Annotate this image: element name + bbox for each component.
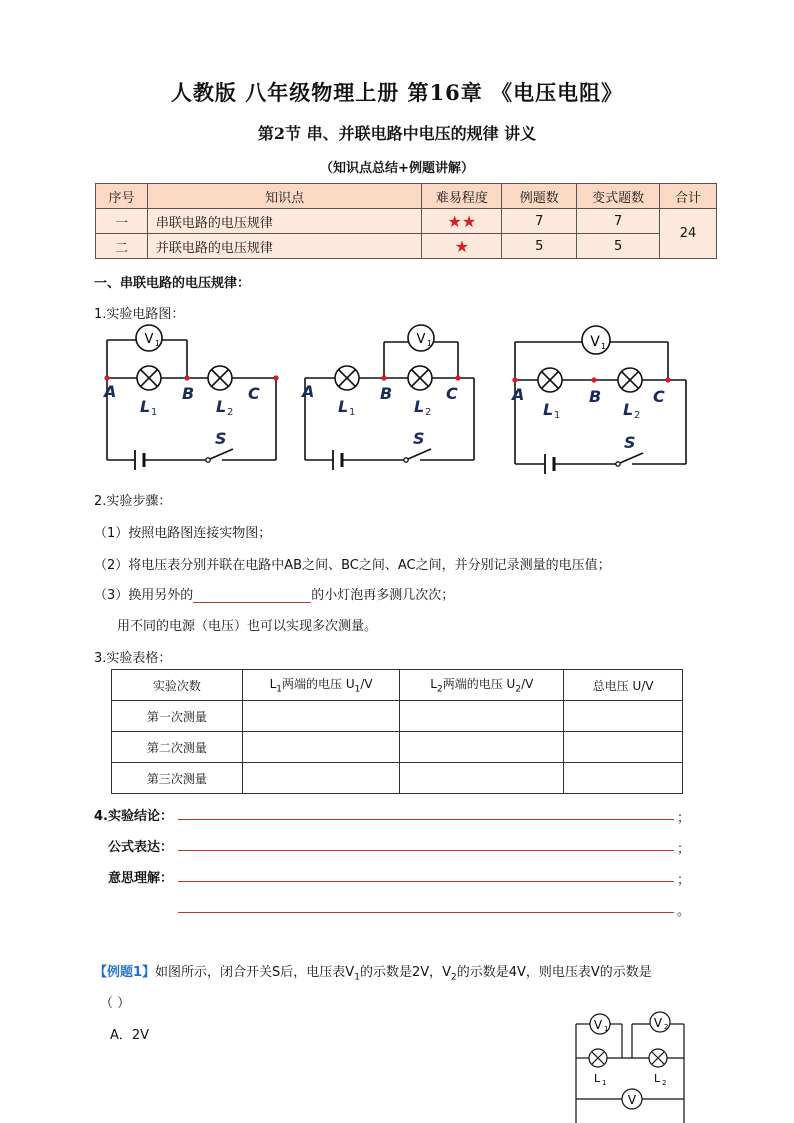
node-a-label: A: [104, 382, 117, 401]
conclusion-label: 4.实验结论：: [94, 809, 173, 824]
header-cell: 实验次数: [112, 670, 243, 701]
table-cell[interactable]: [564, 763, 683, 794]
table-title: 3.实验表格：: [94, 651, 172, 666]
lamp-l-label: L: [414, 397, 425, 416]
lamp-l2-icon: [208, 366, 232, 390]
switch-label: S: [215, 429, 227, 448]
table-header-row: [112, 670, 683, 701]
lamp-sub-label: 2: [227, 407, 234, 418]
voltmeter-label: V: [590, 334, 600, 350]
row-label: 第一次测量: [112, 701, 243, 732]
lamp-sub-label: 1: [349, 407, 356, 418]
meaning-line-2[interactable]: [178, 912, 674, 913]
lamp-l1-icon: [137, 366, 161, 390]
row-difficulty: ★★: [422, 209, 502, 234]
table-row: [112, 763, 683, 794]
example-1: 【例题1】如图所示，闭合开关S后，电压表$V_1$的示数是2V，$V_2$的示数是4V，则电压表V的示数是: [94, 965, 652, 983]
svg-text:V: V: [653, 1016, 663, 1030]
experiment-table: [111, 669, 683, 794]
formula-label: 公式表达：: [108, 840, 174, 855]
header-cell: 例题数: [502, 184, 577, 209]
row-label: 第二次测量: [112, 732, 243, 763]
option-a[interactable]: A．2V: [110, 1028, 150, 1043]
lamp-sub-label: 1: [554, 410, 561, 421]
svg-text:2: 2: [662, 1079, 667, 1087]
lamp-sub-label: 2: [634, 410, 641, 421]
table-cell[interactable]: [400, 732, 564, 763]
lamp-l1-icon: [589, 1049, 607, 1067]
node-c-label: C: [653, 387, 665, 406]
voltmeter-sub: 1: [155, 339, 161, 348]
node-c-label: C: [446, 384, 458, 403]
row-number: 一: [96, 209, 148, 234]
subtitle-note: （知识点总结+例题讲解）: [320, 161, 474, 176]
lamp-l2-label: L: [654, 1072, 661, 1085]
row-variants: 5: [577, 234, 660, 259]
row-topic: 并联电路的电压规律: [147, 234, 422, 259]
lamp-l1-label: L: [594, 1072, 601, 1085]
steps-title: 2.实验步骤：: [94, 494, 172, 509]
switch-label: S: [413, 429, 425, 448]
circuit-3: [510, 326, 686, 474]
table-cell[interactable]: [242, 701, 400, 732]
lamp-l-label: L: [543, 400, 554, 419]
node-a-label: A: [512, 385, 525, 404]
lamp-l-label: L: [338, 397, 349, 416]
table-header-row: [96, 184, 717, 209]
voltmeter-sub: 1: [601, 342, 607, 351]
voltmeter-label: V: [416, 332, 426, 347]
lamp-l-label: L: [623, 400, 634, 419]
lamp-sub-label: 1: [151, 407, 158, 418]
table-row: [112, 732, 683, 763]
total-cell: 24: [660, 209, 717, 259]
node-b-label: B: [380, 384, 393, 403]
circuit-1: [102, 325, 279, 470]
fill-blank[interactable]: [193, 588, 311, 603]
voltmeter-label: V: [144, 332, 154, 347]
node-c-label: C: [248, 384, 260, 403]
step-1: （1）按照电路图连接实物图；: [94, 526, 272, 541]
row-number: 二: [96, 234, 148, 259]
lamp-l1-icon: [335, 366, 359, 390]
step-3: [94, 584, 454, 603]
lamp-l1-icon: [538, 368, 562, 392]
table-cell[interactable]: [564, 701, 683, 732]
svg-text:1: 1: [604, 1025, 609, 1033]
voltmeter-v1-icon: [590, 1014, 610, 1034]
page-title: 人教版 八年级物理上册 第16章 《电压电阻》: [170, 80, 624, 105]
row-variants: 7: [577, 209, 660, 234]
switch-label: S: [624, 433, 636, 452]
step-3-note: 用不同的电源（电压）也可以实现多次测量。: [117, 619, 378, 634]
lamp-l-label: L: [216, 397, 227, 416]
header-cell: $L_1$两端的电压 $U_1/V$: [242, 670, 400, 701]
svg-text:V: V: [593, 1018, 603, 1032]
node-a-label: A: [302, 382, 315, 401]
step-3-suffix: 的小灯泡再多测几次次；: [311, 588, 455, 603]
table-cell[interactable]: [400, 701, 564, 732]
header-cell: 知识点: [147, 184, 422, 209]
diagram-title: 1.实验电路图：: [94, 307, 185, 322]
header-cell: 难易程度: [422, 184, 502, 209]
semicolon: ；: [677, 842, 691, 857]
semicolon: ；: [677, 811, 691, 826]
header-cell: 合计: [660, 184, 717, 209]
circuit-diagrams: [90, 322, 700, 482]
table-row: [112, 701, 683, 732]
voltmeter-v-icon: [622, 1089, 642, 1109]
header-cell: 变式题数: [577, 184, 660, 209]
semicolon: ；: [677, 873, 691, 888]
formula-line[interactable]: [178, 850, 674, 851]
table-cell[interactable]: [564, 732, 683, 763]
table-row: [96, 209, 717, 234]
row-difficulty: ★: [422, 234, 502, 259]
lamp-l2-icon: [408, 366, 432, 390]
answer-paren: （ ）: [100, 996, 131, 1011]
lamp-l2-icon: [618, 368, 642, 392]
voltmeter-sub: 1: [427, 339, 433, 348]
section-heading: 一、串联电路的电压规律：: [94, 276, 251, 291]
header-cell: 序号: [96, 184, 148, 209]
node-b-label: B: [182, 384, 195, 403]
example-circuit: [566, 1010, 698, 1123]
conclusion-line[interactable]: [178, 819, 674, 820]
meaning-label: 意思理解：: [108, 871, 174, 886]
svg-text:V: V: [627, 1093, 637, 1107]
row-label: 第三次测量: [112, 763, 243, 794]
svg-text:2: 2: [664, 1023, 669, 1031]
header-cell: $L_2$两端的电压 $U_2/V$: [400, 670, 564, 701]
circuit-2: [300, 325, 474, 470]
lamp-l-label: L: [140, 397, 151, 416]
svg-text:1: 1: [602, 1079, 607, 1087]
row-examples: 5: [502, 234, 577, 259]
table-cell[interactable]: [242, 763, 400, 794]
row-examples: 7: [502, 209, 577, 234]
table-cell[interactable]: [242, 732, 400, 763]
step-2: （2）将电压表分别并联在电路中AB之间、BC之间、AC之间，并分别记录测量的电压值；: [94, 558, 611, 573]
lamp-sub-label: 2: [425, 407, 432, 418]
example-tag: 【例题1】: [94, 965, 156, 980]
node-b-label: B: [589, 387, 602, 406]
table-row: [96, 234, 717, 259]
section-subtitle: 第2节 串、并联电路中电压的规律 讲义: [257, 124, 537, 143]
header-cell: 总电压 U/V: [564, 670, 683, 701]
row-topic: 串联电路的电压规律: [147, 209, 422, 234]
knowledge-table: [95, 183, 717, 259]
table-cell[interactable]: [400, 763, 564, 794]
period: 。: [677, 904, 691, 919]
meaning-line[interactable]: [178, 881, 674, 882]
voltmeter-v2-icon: [650, 1012, 670, 1032]
lamp-l2-icon: [649, 1049, 667, 1067]
step-3-prefix: （3）换用另外的: [94, 588, 194, 603]
